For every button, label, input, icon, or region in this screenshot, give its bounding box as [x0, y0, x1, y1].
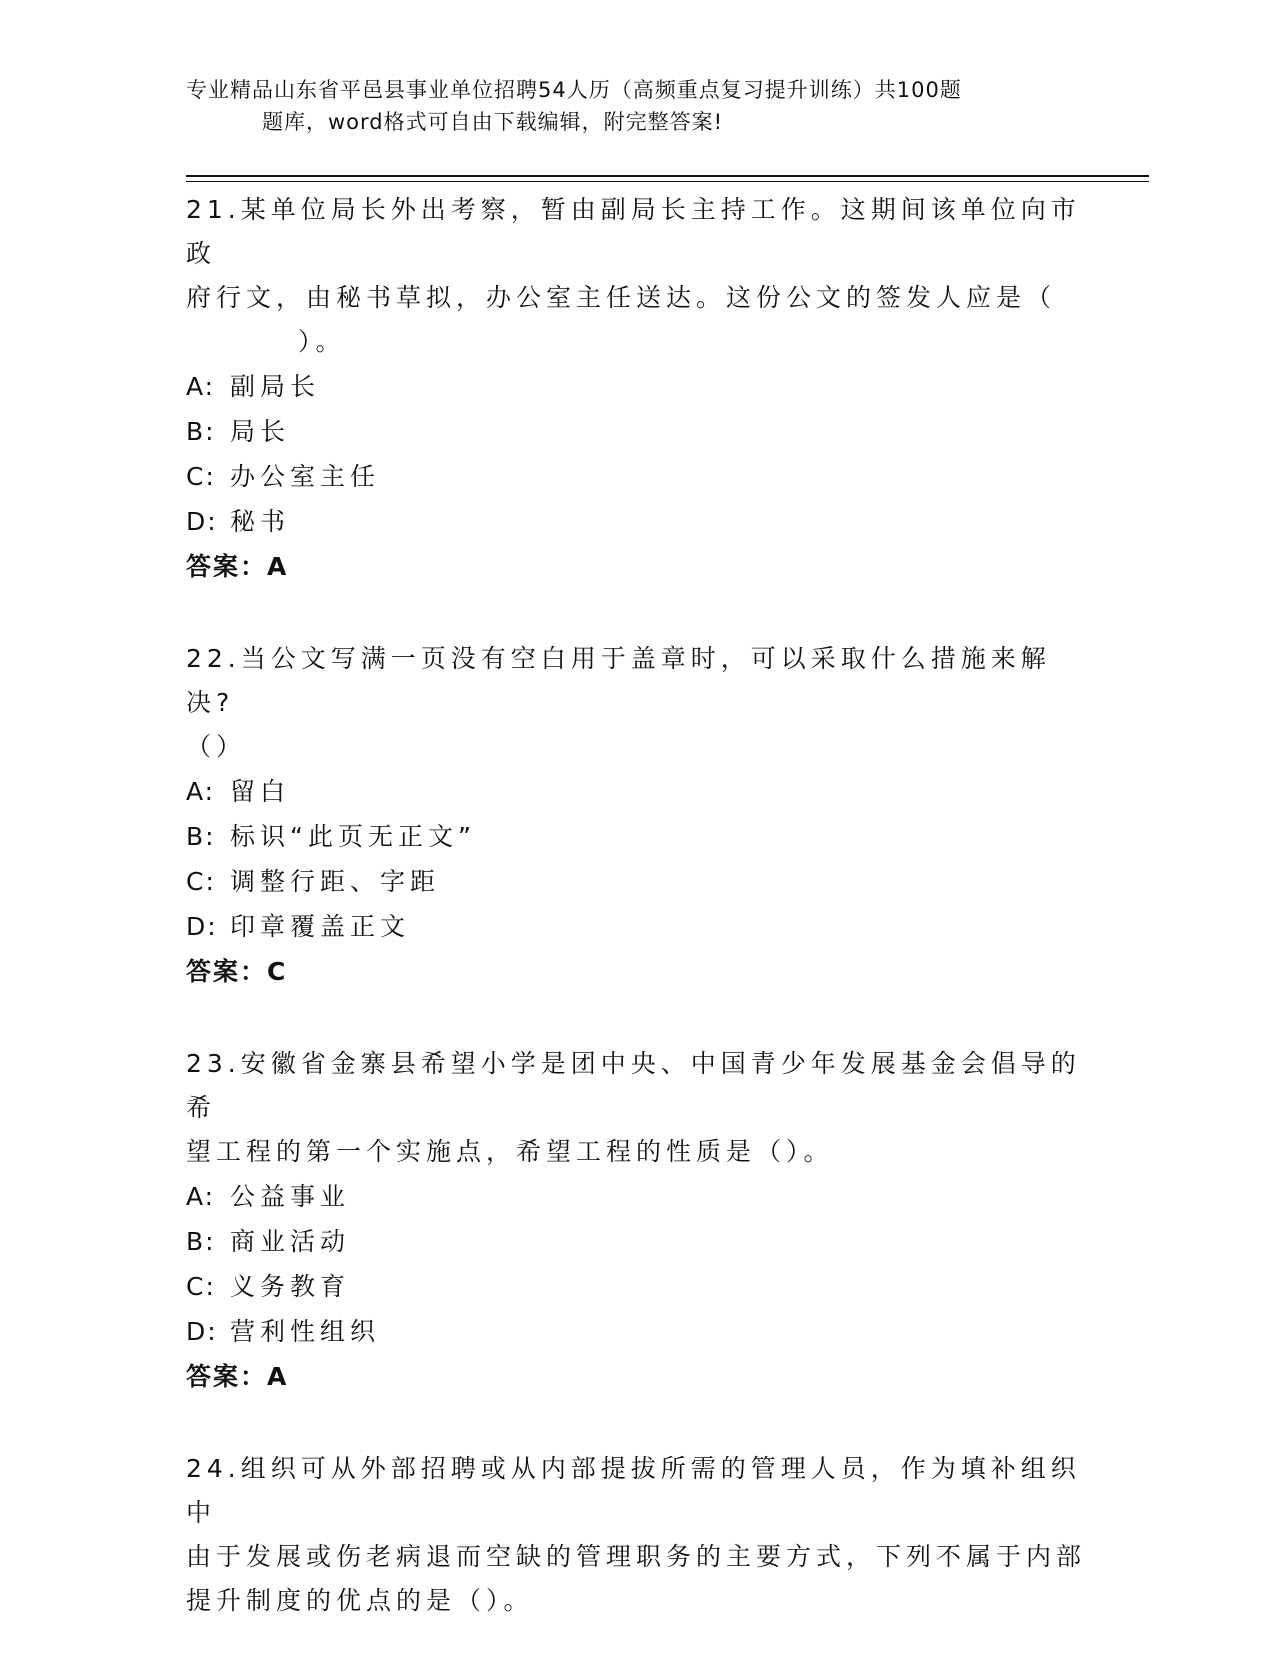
question-stem-line: 由于发展或伤老病退而空缺的管理职务的主要方式，下列不属于内部 [186, 1542, 1087, 1571]
question-stem-line: 22.当公文写满一页没有空白用于盖章时，可以采取什么措施来解决? [186, 644, 1051, 717]
question-22 [186, 637, 1086, 994]
answer-value: C [267, 957, 288, 986]
question-number: 24. [186, 1454, 241, 1483]
option-c: C: 义务教育 [186, 1272, 351, 1301]
question-stem-line: （） [186, 732, 247, 761]
question-number: 23. [186, 1049, 241, 1078]
question-list [186, 188, 1086, 1671]
question-stem-line: 24.组织可从外部招聘或从内部提拔所需的管理人员，作为填补组织中 [186, 1454, 1081, 1527]
option-b: B: 局长 [186, 417, 291, 446]
question-stem-line: 23.安徽省金寨县希望小学是团中央、中国青少年发展基金会倡导的希 [186, 1049, 1081, 1122]
answer-value: A [267, 552, 289, 581]
option-a: A: 公益事业 [186, 1182, 351, 1211]
answer-value: A [267, 1362, 289, 1391]
option-c: C: 调整行距、字距 [186, 867, 441, 896]
header-title-line-1: 专业精品山东省平邑县事业单位招聘54人历（高频重点复习提升训练）共100题 [186, 78, 962, 102]
question-stem-line: 提升制度的优点的是（）。 [186, 1586, 534, 1615]
header-divider-thin [186, 181, 1149, 182]
question-stem-line: 21.某单位局长外出考察，暂由副局长主持工作。这期间该单位向市政 [186, 195, 1081, 268]
question-24 [186, 1447, 1086, 1623]
question-stem-line: 望工程的第一个实施点，希望工程的性质是（）。 [186, 1137, 834, 1166]
option-b: B: 标识“此页无正文” [186, 822, 476, 851]
question-number: 22. [186, 644, 241, 673]
option-c: C: 办公室主任 [186, 462, 381, 491]
option-b: B: 商业活动 [186, 1227, 351, 1256]
option-a: A: 副局长 [186, 372, 321, 401]
question-stem-line: ）。 [298, 327, 346, 356]
question-23 [186, 1042, 1086, 1399]
header-title-line-2: 题库，word格式可自由下载编辑，附完整答案! [262, 110, 724, 134]
answer-line: 答案：C [186, 957, 288, 986]
option-d: D: 印章覆盖正文 [186, 912, 411, 941]
option-a: A: 留白 [186, 777, 291, 806]
header-divider-thick [186, 175, 1149, 177]
question-stem-line: 府行文，由秘书草拟，办公室主任送达。这份公文的签发人应是（ [186, 283, 1057, 312]
answer-line: 答案：A [186, 1362, 289, 1391]
option-d: D: 秘书 [186, 507, 291, 536]
document-header [186, 74, 1066, 138]
question-21 [186, 188, 1086, 589]
answer-line: 答案：A [186, 552, 289, 581]
question-number: 21. [186, 195, 241, 224]
option-d: D: 营利性组织 [186, 1317, 381, 1346]
